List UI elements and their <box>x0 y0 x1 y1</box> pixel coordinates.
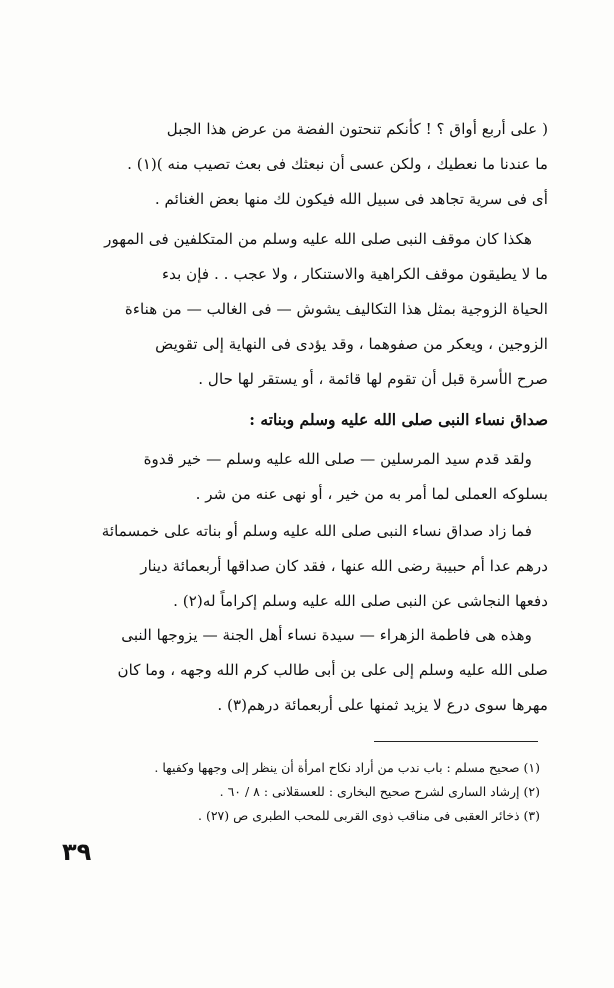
text-line: أى فى سرية تجاهد فى سبيل الله فيكون لك منها بعض الغنائم . <box>154 190 548 208</box>
paragraph-1 <box>58 112 548 217</box>
text-line: صرح الأسرة قبل أن تقوم لها قائمة ، أو يستقر لها حال . <box>198 370 548 388</box>
text-line: ( على أربع أواق ؟ ! كأنكم تنحتون الفضة من عرض هذا الجبل <box>166 120 548 138</box>
text-line: الحياة الزوجية بمثل هذا التكاليف يشوش — فى الغالب — من هناءة <box>124 300 548 318</box>
text-line: درهم عدا أم حبيبة رضى الله عنها ، فقد كان صداقها أربعمائة دينار <box>140 557 548 575</box>
footnotes <box>80 756 540 828</box>
text-line: فما زاد صداق نساء النبى صلى الله عليه وسلم أو بناته على خمسمائة <box>101 522 532 540</box>
text-line: ما لا يطيقون موقف الكراهية والاستنكار ، ولا عجب . . فإن بدء <box>161 265 548 283</box>
section-heading <box>58 402 548 437</box>
page-number: ٣٩ <box>62 838 92 866</box>
text-line: بسلوكه العملى لما أمر به من خير ، أو نهى عنه من شر . <box>195 485 548 503</box>
footnote-3: (٣) ذخائر العقبى فى مناقب ذوى القربى للمحب الطبرى ص (٢٧) . <box>198 808 540 823</box>
text-line: هكذا كان موقف النبى صلى الله عليه وسلم من المتكلفين فى المهور <box>104 230 532 248</box>
paragraph-5 <box>58 618 548 723</box>
paragraph-3 <box>58 442 548 512</box>
paragraph-4 <box>58 514 548 619</box>
text-line: الزوجين ، ويعكر من صفوهما ، وقد يؤدى فى النهاية إلى تقويض <box>155 335 548 353</box>
text-line: صلى الله عليه وسلم إلى على بن أبى طالب كرم الله وجهه ، وما كان <box>117 661 548 679</box>
text-line: دفعها النجاشى عن النبى صلى الله عليه وسلم إكراماً له(٢) . <box>173 592 548 610</box>
footnote-2: (٢) إرشاد السارى لشرح صحيح البخارى : للعسقلانى : ٨ / ٦٠ . <box>219 784 540 799</box>
text-line: وهذه هى فاطمة الزهراء — سيدة نساء أهل الجنة — يزوجها النبى <box>121 626 532 644</box>
footnote-divider <box>374 741 538 742</box>
text-line: مهرها سوى درع لا يزيد ثمنها على أربعمائة درهم(٣) . <box>217 696 548 714</box>
footnote-1: (١) صحيح مسلم : باب ندب من أراد نكاح امرأة أن ينظر إلى وجهها وكفيها . <box>154 760 540 775</box>
text-line: ولقد قدم سيد المرسلين — صلى الله عليه وسلم — خير قدوة <box>143 450 532 468</box>
heading-line: صداق نساء النبى صلى الله عليه وسلم وبناته : <box>249 410 548 429</box>
text-line: ما عندنا ما نعطيك ، ولكن عسى أن نبعثك فى بعث تصيب منه )(١) . <box>127 155 548 173</box>
paragraph-2 <box>58 222 548 397</box>
